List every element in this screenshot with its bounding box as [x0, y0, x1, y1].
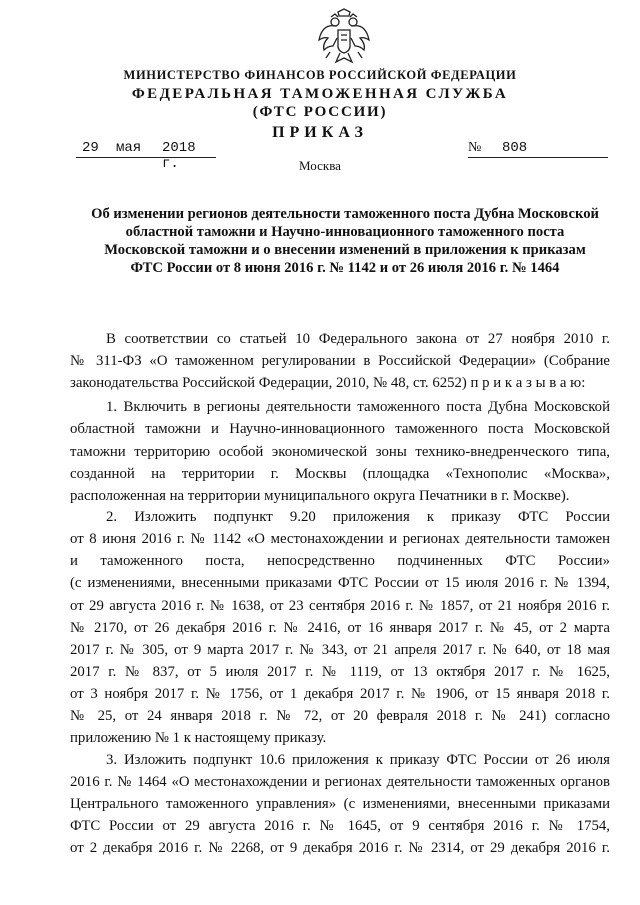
body-line: 1. Включить в регионы деятельности таможенного поста Дубна Московской: [106, 399, 610, 415]
body-line: 2017 г. № 305, от 9 марта 2017 г. № 343, от 21 апреля 2017 г. № 640, от 18 мая: [70, 642, 610, 658]
body-line: от 3 ноября 2017 г. № 1756, от 1 декабря 2017 г. № 1906, от 15 января 2018 г.: [70, 686, 610, 702]
number-value: 808: [502, 140, 528, 156]
coat-of-arms-emblem: [316, 8, 372, 68]
body-line: ФТС России от 29 августа 2016 г. № 1645, от 9 сентября 2016 г. № 1754,: [70, 818, 610, 834]
body-line: Центрального таможенного управления» (с изменениями, внесенными приказами: [70, 796, 610, 812]
body-line: № 25, от 24 января 2018 г. № 72, от 20 февраля 2018 г. № 241) согласно: [70, 708, 610, 724]
body-line: № 311-ФЗ «О таможенном регулировании в Российской Федерации» (Собрание: [70, 353, 610, 369]
order-number: [468, 140, 608, 158]
service-name: ФЕДЕРАЛЬНАЯ ТАМОЖЕННАЯ СЛУЖБА: [131, 86, 509, 102]
document-title-line: Об изменении регионов деятельности таможенного поста Дубна Московской: [91, 206, 599, 222]
body-line: (с изменениями, внесенными приказами ФТС России от 15 июля 2016 г. № 1394,: [70, 575, 610, 591]
document-title-line: Московской таможни и о внесении изменений в приложения к приказам: [104, 242, 586, 258]
body-line: В соответствии со статьей 10 Федерального закона от 27 ноября 2010 г.: [106, 331, 610, 347]
body-line: 2016 г. № 1464 «О местонахождении и регионах деятельности таможенных органов: [70, 774, 610, 790]
body-line: законодательства Российской Федерации, 2010, № 48, ст. 6252) п р и к а з ы в а ю:: [70, 375, 586, 391]
body-line: от 8 июня 2016 г. № 1142 «О местонахождении и регионах деятельности таможен: [70, 531, 610, 547]
date-year: 2018 г.: [162, 140, 196, 172]
city-name: Москва: [299, 158, 341, 173]
body-line: 2017 г. № 837, от 5 июля 2017 г. № 1119, от 13 октября 2017 г. № 1625,: [70, 664, 610, 680]
document-type: ПРИКАЗ: [272, 124, 368, 141]
body-line: созданной на территории г. Москвы (площадка «Технополис «Москва»,: [70, 466, 610, 482]
number-sign: №: [468, 140, 482, 155]
body-line: 3. Изложить подпункт 10.6 приложения к приказу ФТС России от 26 июля: [106, 752, 610, 768]
body-line: и таможенного поста, непосредственно подчиненных ФТС России»: [70, 553, 610, 569]
date-day: 29: [82, 140, 99, 156]
document-title-line: областной таможни и Научно-инновационного таможенного поста: [125, 224, 565, 240]
body-line: 2. Изложить подпункт 9.20 приложения к приказу ФТС России: [106, 509, 610, 525]
body-line: таможни территорию особой экономической зоны технико-внедренческого типа,: [70, 444, 610, 460]
service-abbreviation: (ФТС РОССИИ): [252, 104, 388, 120]
body-line: № 2170, от 26 декабря 2016 г. № 2416, от 16 января 2017 г. № 45, от 2 марта: [70, 620, 610, 636]
body-line: от 2 декабря 2016 г. № 2268, от 9 декабря 2016 г. № 2314, от 29 декабря 2016 г.: [70, 840, 610, 856]
date-month: мая: [116, 140, 142, 156]
order-date: [76, 140, 216, 172]
body-line: от 29 августа 2016 г. № 1638, от 23 сентября 2016 г. № 1857, от 21 ноября 2016 г.: [70, 598, 610, 614]
ministry-name: МИНИСТЕРСТВО ФИНАНСОВ РОССИЙСКОЙ ФЕДЕРАЦИИ: [123, 68, 517, 82]
body-line: приложению № 1 к настоящему приказу.: [70, 730, 327, 746]
body-line: областной таможни и Научно-инновационного таможенного поста Московской: [70, 421, 610, 437]
body-line: расположенная на территории муниципального округа Печатники в г. Москве).: [70, 488, 570, 504]
document-title-line: ФТС России от 8 июня 2016 г. № 1142 и от 26 июля 2016 г. № 1464: [130, 260, 560, 276]
